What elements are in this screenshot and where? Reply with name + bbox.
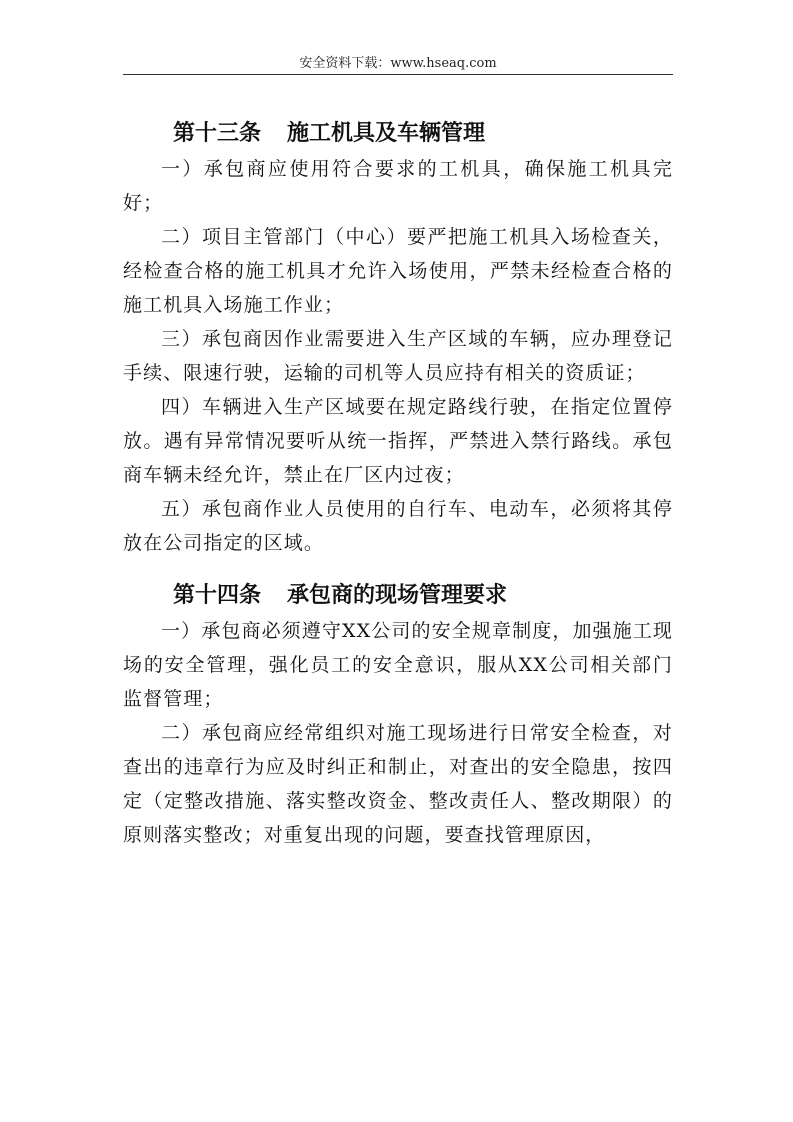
header-rule	[123, 74, 673, 75]
article-title: 施工机具及车辆管理	[287, 120, 486, 146]
article-heading	[123, 114, 673, 152]
paragraph: 三）承包商因作业需要进入生产区域的车辆，应办理登记手续、限速行驶，运输的司机等人员应持有相关的资质证；	[123, 328, 673, 384]
paragraph: 一）承包商必须遵守XX公司的安全规章制度，加强施工现场的安全管理，强化员工的安全意识，服从XX公司相关部门监督管理；	[123, 620, 673, 710]
article-13	[123, 114, 673, 560]
article-heading	[123, 576, 673, 614]
article-title: 承包商的现场管理要求	[287, 582, 508, 608]
paragraph: 四）车辆进入生产区域要在规定路线行驶，在指定位置停放。遇有异常情况要听从统一指挥，严禁进入禁行路线。承包商车辆未经允许，禁止在厂区内过夜；	[123, 396, 673, 486]
page-header: 安全资料下载：www.hseaq.com	[299, 56, 497, 71]
paragraph: 二）项目主管部门（中心）要严把施工机具入场检查关，经检查合格的施工机具才允许入场使用，严禁未经检查合格的施工机具入场施工作业；	[123, 226, 673, 316]
paragraph: 五）承包商作业人员使用的自行车、电动车，必须将其停放在公司指定的区域。	[123, 498, 673, 554]
article-number: 第十三条	[173, 120, 262, 146]
article-14	[123, 576, 673, 852]
article-number: 第十四条	[173, 582, 262, 608]
paragraph: 一）承包商应使用符合要求的工机具，确保施工机具完好；	[123, 158, 673, 214]
document-body	[123, 114, 673, 852]
paragraph: 二）承包商应经常组织对施工现场进行日常安全检查，对查出的违章行为应及时纠正和制止，对查出的安全隐患，按四定（定整改措施、落实整改资金、整改责任人、整改期限）的原则落实整改；对重复出现的问题，要查找管理原因，	[123, 722, 673, 846]
